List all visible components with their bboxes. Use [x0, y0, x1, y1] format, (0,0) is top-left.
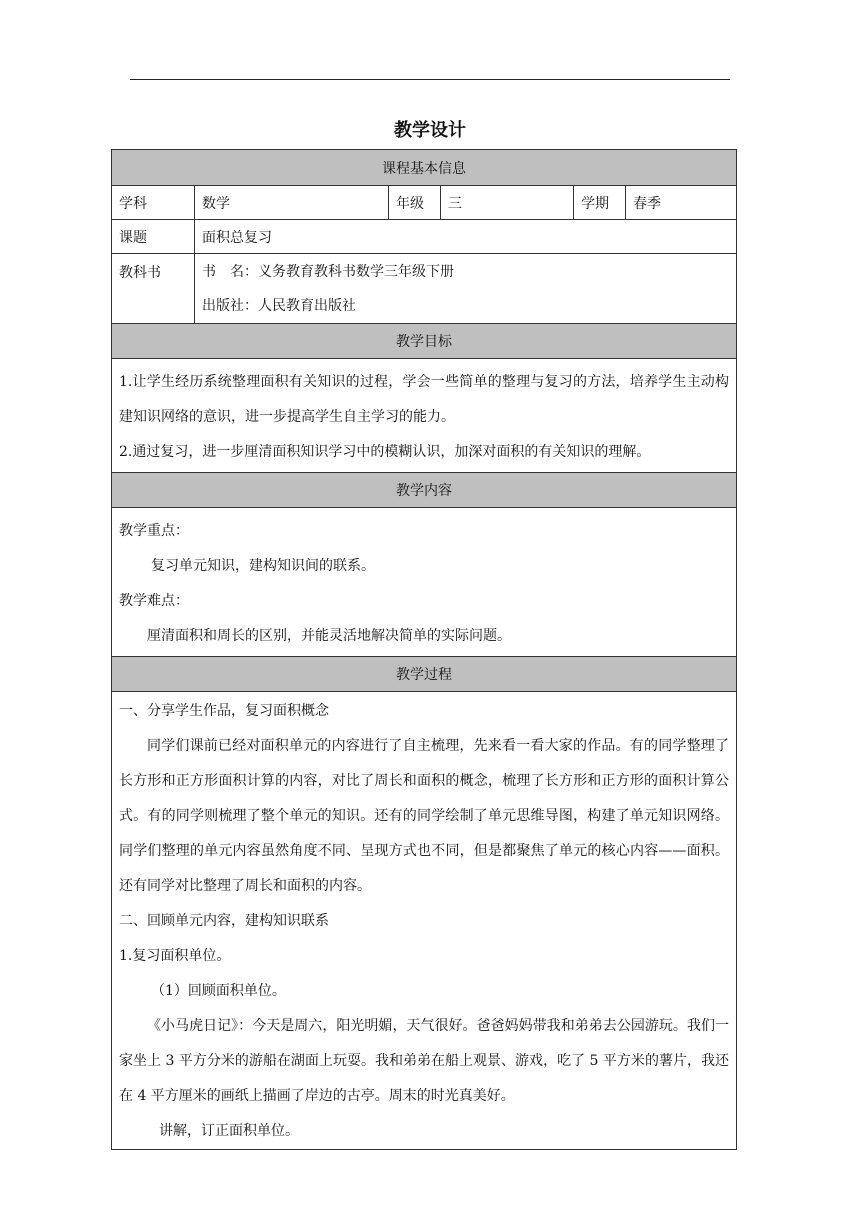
textbook-name: 书 名：义务教育教科书数学三年级下册: [202, 263, 454, 280]
header-rule: [130, 79, 730, 80]
difficult-point-label: 教学难点：: [119, 593, 189, 609]
process-item-1-sub: （1）回顾面积单位。: [151, 983, 286, 999]
content-block: [112, 508, 736, 656]
process-section-2-title: 二、回顾单元内容，建构知识联系: [119, 913, 329, 929]
topic-value: 面积总复习: [194, 220, 736, 253]
key-point-label: 教学重点：: [119, 523, 189, 539]
topic-row: [112, 219, 736, 253]
lesson-plan-table: [111, 149, 737, 1150]
objectives-header-text: 教学目标: [396, 334, 452, 350]
textbook-row: [112, 253, 736, 323]
document-title: 教学设计: [394, 120, 466, 141]
basic-info-header-text: 课程基本信息: [382, 160, 466, 177]
process-block: [112, 692, 736, 1149]
grade-value: 三: [440, 186, 573, 219]
process-header-text: 教学过程: [396, 667, 452, 683]
subject-row: [112, 185, 736, 219]
process-body: [112, 691, 736, 1149]
process-section-1-title: 一、分享学生作品，复习面积概念: [119, 703, 329, 719]
grade-label: 年级: [388, 186, 440, 219]
textbook-label: 教科书: [119, 265, 161, 281]
textbook-details: [194, 254, 736, 323]
objectives-body: [112, 358, 736, 472]
objectives-list: [112, 359, 736, 472]
content-body: [112, 507, 736, 656]
process-diary-text: 《小马虎日记》：今天是周六，阳光明媚，天气很好。爸爸妈妈带我和弟弟去公园游玩。我们一家坐上 3 平方分米的游船在湖面上玩耍。我和弟弟在船上观景、游戏，吃了 5 平方米的薯片，我还在 4 平方厘米的画纸上描画了岸边的古亭。周末的时光真美好。: [119, 1018, 729, 1104]
process-header: [112, 656, 736, 691]
content-header: [112, 472, 736, 507]
term-label: 学期: [573, 186, 625, 219]
subject-value: 数学: [194, 186, 388, 219]
content-header-text: 教学内容: [396, 483, 452, 499]
subject-label: 学科: [119, 195, 147, 212]
textbook-publisher: 出版社：人民教育出版社: [202, 297, 356, 314]
basic-info-header: [112, 150, 736, 185]
topic-label: 课题: [119, 229, 147, 246]
difficult-point-text: 厘清面积和周长的区别，并能灵活地解决简单的实际问题。: [147, 628, 511, 644]
process-item-1-title: 1.复习面积单位。: [119, 948, 231, 964]
objective-item-2: 2.通过复习，进一步厘清面积知识学习中的模糊认识，加深对面积的有关知识的理解。: [119, 444, 651, 460]
process-explain-text: 讲解，订正面积单位。: [159, 1123, 299, 1139]
term-value: 春季: [625, 186, 736, 219]
process-section-1-text: 同学们课前已经对面积单元的内容进行了自主梳理，先来看一看大家的作品。有的同学整理了长方形和正方形面积计算的内容，对比了周长和面积的概念，梳理了长方形和正方形的面积计算公式。有的同学则梳理了整个单元的知识。还有的同学绘制了单元思维导图，构建了单元知识网络。同学们整理的单元内容虽然角度不同、呈现方式也不同，但是都聚焦了单元的核心内容——面积。还有同学对比整理了周长和面积的内容。: [119, 738, 729, 894]
key-point-text: 复习单元知识，建构知识间的联系。: [151, 558, 375, 574]
objective-item-1: 1.让学生经历系统整理面积有关知识的过程，学会一些简单的整理与复习的方法，培养学生主动构建知识网络的意识，进一步提高学生自主学习的能力。: [119, 374, 729, 425]
objectives-header: [112, 323, 736, 358]
